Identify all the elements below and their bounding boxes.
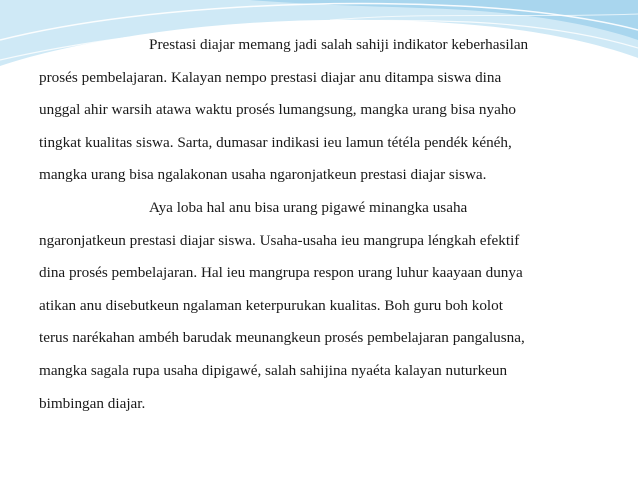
paragraph-line: tingkat kualitas siswa. Sarta, dumasar indikasi ieu lamun tétéla pendék kénéh, bbox=[39, 133, 512, 151]
paragraph-line: Prestasi diajar memang jadi salah sahiji indikator keberhasilan bbox=[149, 36, 529, 53]
paragraph-line: ngaronjatkeun prestasi diajar siswa. Usaha-usaha ieu mangrupa léngkah efektif bbox=[39, 231, 520, 249]
paragraph-line: mangka urang bisa ngalakonan usaha ngaronjatkeun prestasi diajar siswa. bbox=[39, 166, 487, 184]
paragraph-line: Aya loba hal anu bisa urang pigawé minangka usaha bbox=[149, 198, 468, 216]
paragraph-line: unggal ahir warsih atawa waktu prosés lumangsung, mangka urang bisa nyaho bbox=[39, 101, 517, 119]
paragraph-line: terus narékahan ambéh barudak meunangkeun prosés pembelajaran pangalusna, bbox=[39, 329, 525, 347]
paragraph-line: atikan anu disebutkeun ngalaman keterpurukan kualitas. Boh guru boh kolot bbox=[39, 296, 503, 314]
paragraph-line: bimbingan diajar. bbox=[39, 394, 146, 412]
paragraph-2 bbox=[39, 196, 635, 424]
paragraph-line: dina prosés pembelajaran. Hal ieu mangrupa respon urang luhur kaayaan dunya bbox=[39, 264, 523, 282]
paragraph-line: mangka sagala rupa usaha dipigawé, salah sahijina nyaéta kalayan nuturkeun bbox=[39, 361, 508, 379]
paragraph-1 bbox=[39, 33, 635, 196]
paragraph-line: prosés pembelajaran. Kalayan nempo prestasi diajar anu ditampa siswa dina bbox=[39, 68, 502, 86]
body-text bbox=[39, 33, 635, 424]
